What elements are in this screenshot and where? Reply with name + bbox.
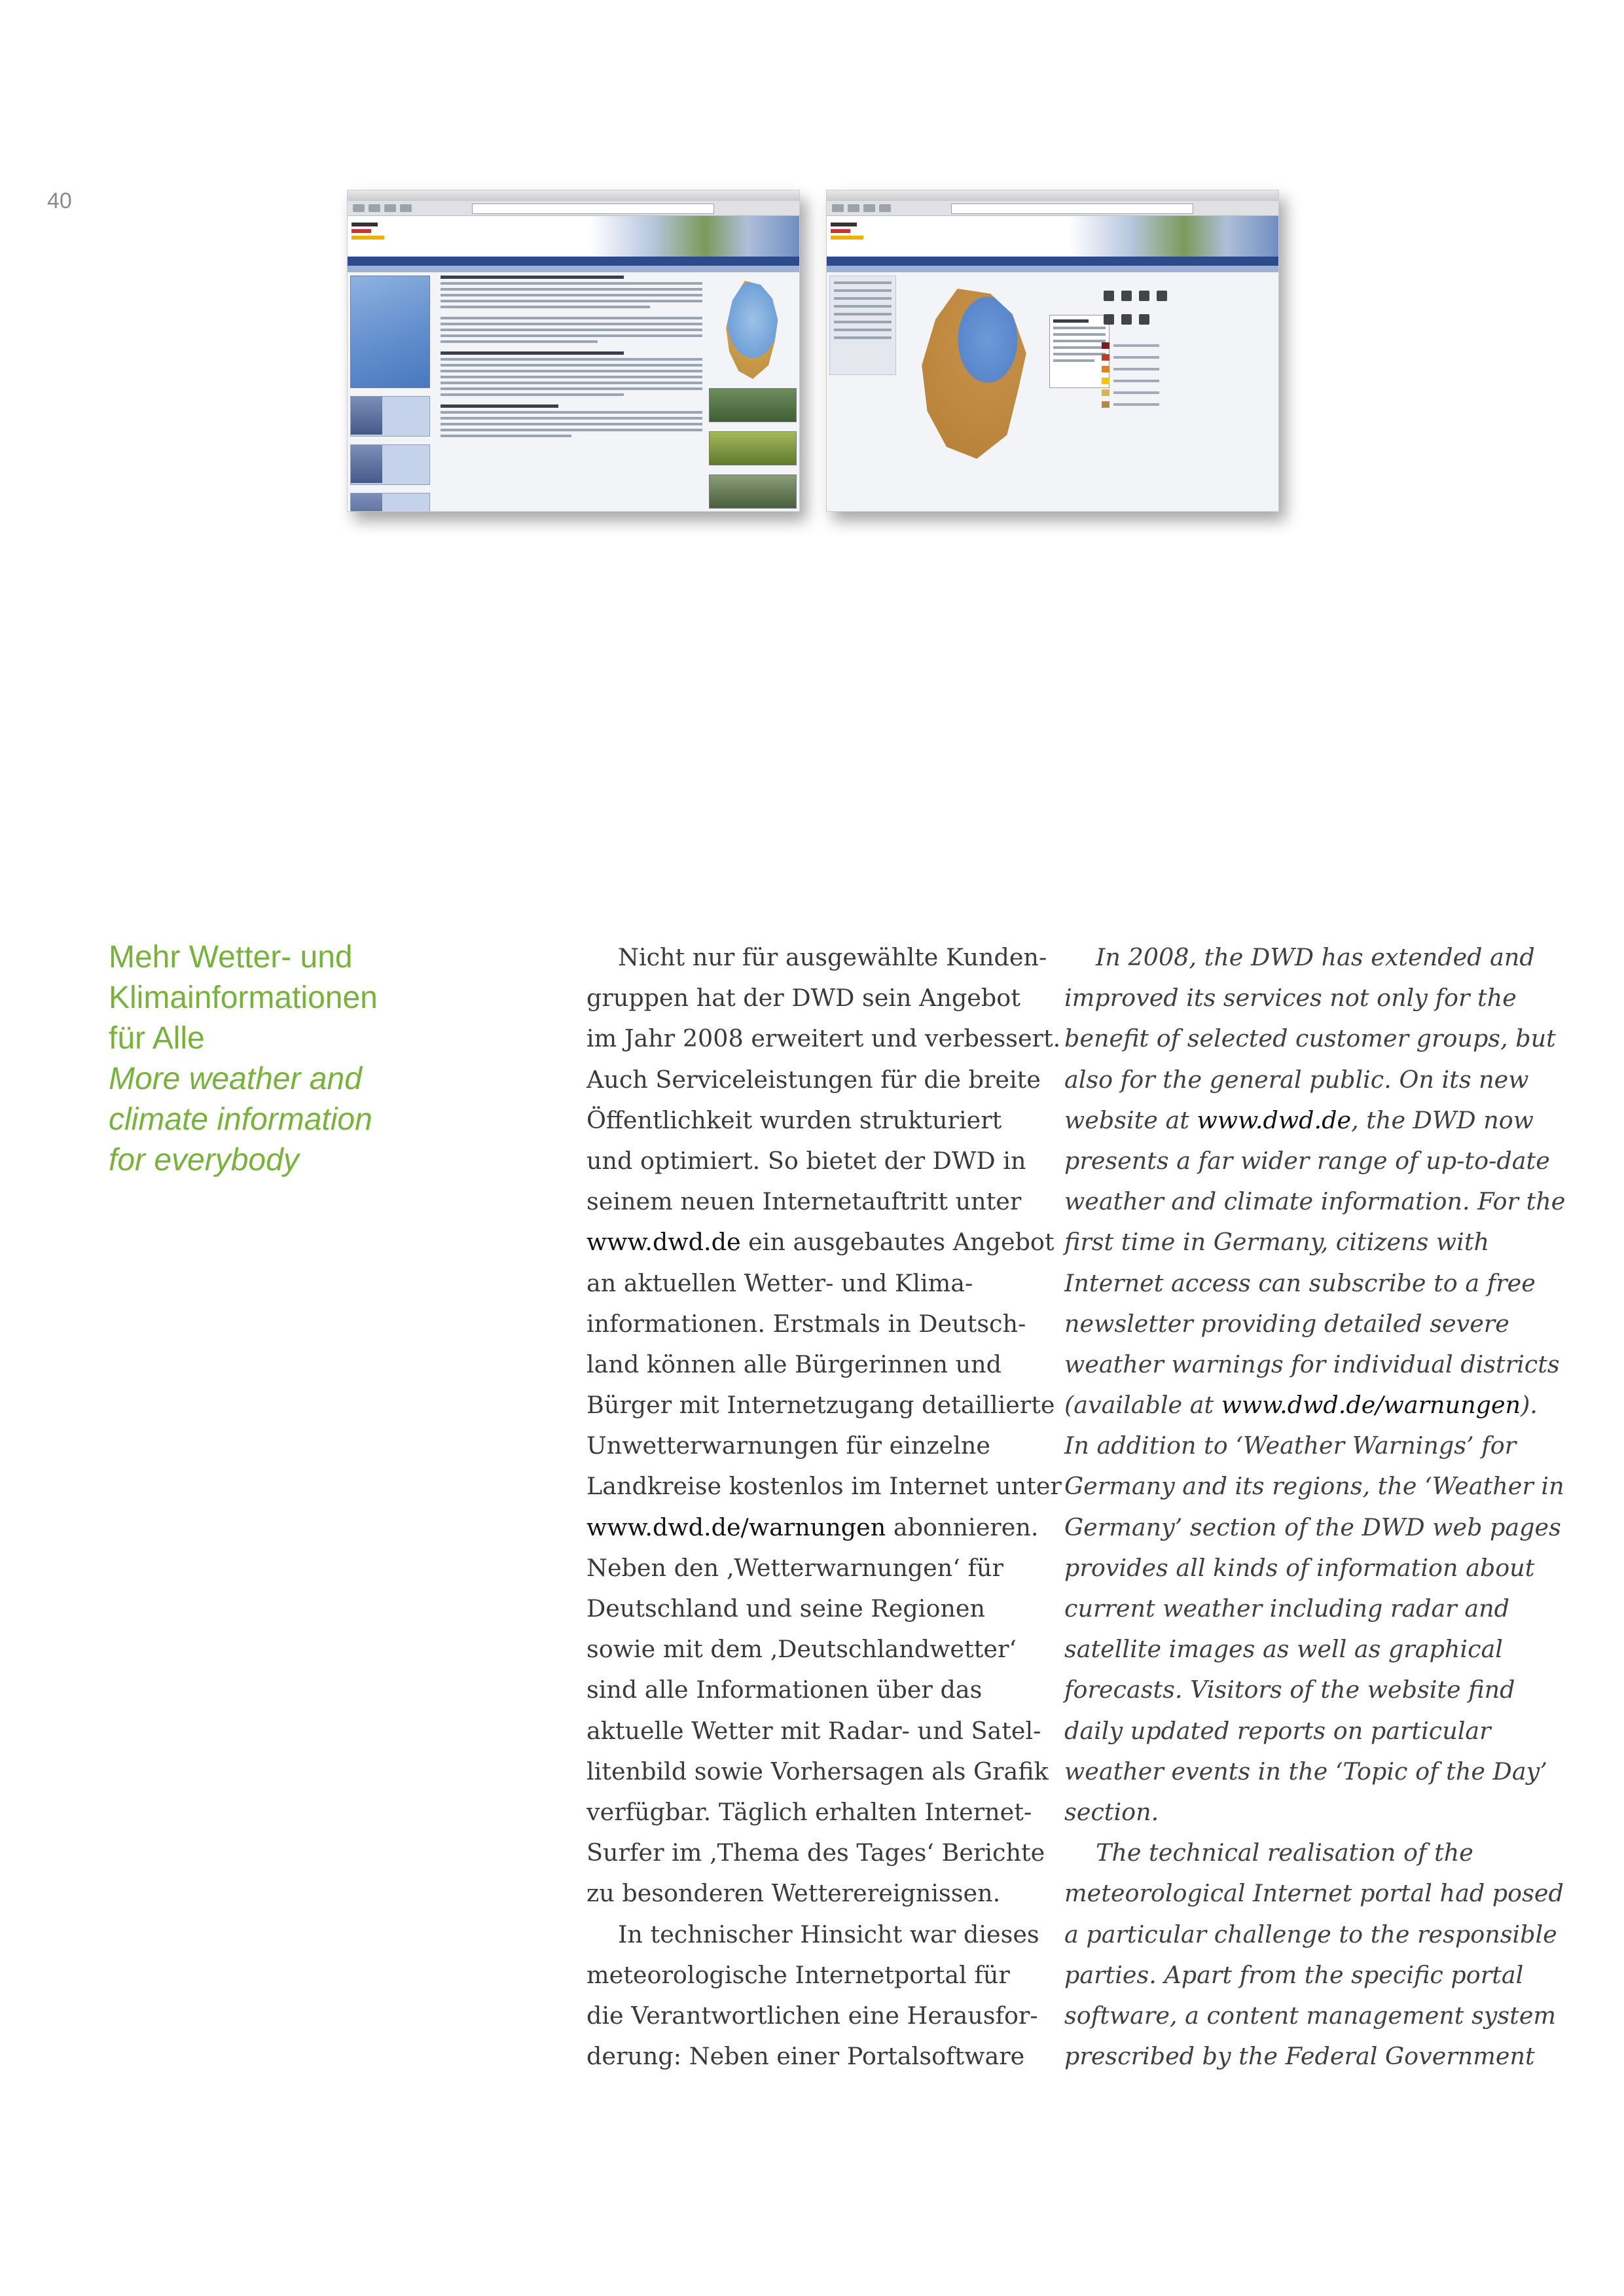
text-line: provides all kinds of information about <box>1064 1553 1535 1582</box>
text-line: (available at www.dwd.de/warnungen). <box>1064 1391 1538 1420</box>
text-line: derung: Neben einer Portalsoftware <box>586 2042 1025 2071</box>
site-banner <box>827 216 1278 257</box>
text-line: a particular challenge to the responsible <box>1064 1920 1557 1948</box>
site-subnav <box>348 266 799 272</box>
text-line: prescribed by the Federal Government <box>1064 2042 1535 2071</box>
text-line: verfügbar. Täglich erhalten Internet- <box>586 1797 1032 1826</box>
text-line: sind alle Informationen über das <box>586 1676 983 1704</box>
text-line: Surfer im ‚Thema des Tages‘ Berichte <box>586 1839 1045 1867</box>
text-line: weather events in the ‘Topic of the Day’ <box>1064 1757 1547 1785</box>
text-line: an aktuellen Wetter- und Klima- <box>586 1268 973 1297</box>
page-number: 40 <box>47 188 72 213</box>
text-line: Internet access can subscribe to a free <box>1064 1268 1536 1297</box>
photo-thumbnail <box>709 475 797 509</box>
news-thumbnail <box>350 444 430 485</box>
browser-address-bar <box>951 204 1193 214</box>
text-line: In technischer Hinsicht war dieses <box>618 1920 1039 1948</box>
text-line: benefit of selected customer groups, but <box>1064 1024 1556 1053</box>
text-line: und optimiert. So bietet der DWD in <box>586 1146 1026 1175</box>
site-subnav <box>827 266 1278 272</box>
text-line: improved its services not only for the <box>1064 984 1517 1013</box>
dwd-website-link[interactable]: www.dwd.de <box>586 1228 741 1257</box>
german-text-column <box>586 937 1062 2077</box>
dwd-warnings-link[interactable]: www.dwd.de/warnungen <box>586 1513 886 1541</box>
browser-toolbar <box>827 201 1278 216</box>
text-line: seinem neuen Internetauftritt unter <box>586 1187 1022 1216</box>
text-line: website at www.dwd.de, the DWD now <box>1064 1105 1534 1134</box>
text-line: Landkreise kostenlos im Internet unter <box>586 1472 1062 1501</box>
dwd-warnings-link[interactable]: www.dwd.de/warnungen <box>1221 1391 1521 1420</box>
photo-thumbnail <box>709 431 797 465</box>
text-line: current weather including radar and <box>1064 1594 1509 1623</box>
site-navbar <box>827 257 1278 266</box>
site-banner <box>348 216 799 257</box>
text-line: Nicht nur für ausgewählte Kunden- <box>618 943 1047 971</box>
text-line: presents a far wider range of up-to-date <box>1064 1146 1550 1175</box>
browser-titlebar <box>827 190 1278 201</box>
browser-titlebar <box>348 190 799 201</box>
text-line: www.dwd.de/warnungen abonnieren. <box>586 1513 1039 1541</box>
text-line: aktuelle Wetter mit Radar- und Satel- <box>586 1716 1041 1745</box>
text-line: land können alle Bürgerinnen und <box>586 1350 1002 1378</box>
text-line: zu besonderen Wetterereignissen. <box>586 1879 1001 1908</box>
text-line: satellite images as well as graphical <box>1064 1635 1503 1664</box>
section-heading <box>109 937 449 1181</box>
warning-legend <box>1102 289 1174 413</box>
text-line: parties. Apart from the specific portal <box>1064 1960 1524 1989</box>
right-column <box>709 276 797 509</box>
browser-address-bar <box>472 204 714 214</box>
weather-map-thumbnail <box>350 276 430 388</box>
text-line: Germany’ section of the DWD web pages <box>1064 1513 1561 1541</box>
site-navbar <box>348 257 799 266</box>
weather-symbol-icon <box>1139 314 1149 325</box>
photo-thumbnail <box>709 388 797 422</box>
news-thumbnail <box>350 493 430 512</box>
text-line: In 2008, the DWD has extended and <box>1096 943 1535 971</box>
text-line: litenbild sowie Vorhersagen als Grafik <box>586 1757 1049 1785</box>
browser-toolbar <box>348 201 799 216</box>
text-line: weather warnings for individual districts <box>1064 1350 1560 1378</box>
banner-landscape-image <box>590 216 799 257</box>
heading-english: More weather and climate information for everybody <box>109 1062 372 1177</box>
warnings-sidebar <box>829 276 896 375</box>
warning-popup <box>1049 315 1110 388</box>
eagle-logo-icon <box>831 223 876 249</box>
weather-symbol-icon <box>1139 291 1149 301</box>
text-line: Öffentlichkeit wurden strukturiert <box>586 1105 1002 1134</box>
text-line: first time in Germany, citizens with <box>1064 1228 1490 1257</box>
text-line: Auch Serviceleistungen für die breite <box>586 1065 1041 1094</box>
text-line: die Verantwortlichen eine Herausfor- <box>586 2001 1038 2030</box>
english-text-column <box>1064 937 1566 2077</box>
text-line: im Jahr 2008 erweitert und verbessert. <box>586 1024 1061 1053</box>
text-line: weather and climate information. For the <box>1064 1187 1566 1216</box>
text-line: The technical realisation of the <box>1096 1839 1473 1867</box>
dwd-website-link[interactable]: www.dwd.de <box>1197 1105 1352 1134</box>
weather-symbol-icon <box>1104 291 1114 301</box>
text-line: informationen. Erstmals in Deutsch- <box>586 1309 1026 1338</box>
text-line: In addition to ‘Weather Warnings’ for <box>1064 1431 1517 1460</box>
news-thumbnail <box>350 396 430 437</box>
weather-symbol-icon <box>1104 314 1114 325</box>
banner-landscape-image <box>1069 216 1278 257</box>
text-line: Unwetterwarnungen für einzelne <box>586 1431 991 1460</box>
text-line: www.dwd.de ein ausgebautes Angebot <box>586 1228 1055 1257</box>
text-line: gruppen hat der DWD sein Angebot <box>586 984 1020 1013</box>
text-line: meteorological Internet portal had posed <box>1064 1879 1564 1908</box>
dwd-homepage-screenshot <box>347 190 800 512</box>
text-line: meteorologische Internetportal für <box>586 1960 1010 1989</box>
text-line: software, a content management system <box>1064 2001 1557 2030</box>
article-column <box>441 276 702 509</box>
eagle-logo-icon <box>352 223 397 249</box>
weather-symbol-icon <box>1157 291 1167 301</box>
weather-symbol-icon <box>1121 314 1132 325</box>
germany-map-thumbnail <box>713 281 792 379</box>
text-line: Germany and its regions, the ‘Weather in <box>1064 1472 1564 1501</box>
left-column <box>350 276 435 509</box>
text-line: sowie mit dem ‚Deutschlandwetter‘ <box>586 1635 1017 1664</box>
text-line: Neben den ‚Wetterwarnungen‘ für <box>586 1553 1003 1582</box>
dwd-warnings-map-screenshot <box>826 190 1279 512</box>
heading-german: Mehr Wetter- und Klimainformationen für Alle <box>109 940 378 1056</box>
text-line: newsletter providing detailed severe <box>1064 1309 1509 1338</box>
text-line: Deutschland und seine Regionen <box>586 1594 986 1623</box>
text-line: forecasts. Visitors of the website find <box>1064 1676 1515 1704</box>
text-line: also for the general public. On its new <box>1064 1065 1529 1094</box>
weather-symbol-icon <box>1121 291 1132 301</box>
germany-warnings-map <box>905 289 1043 459</box>
text-line: daily updated reports on particular <box>1064 1716 1491 1745</box>
text-line: section. <box>1064 1797 1159 1826</box>
text-line: Bürger mit Internetzugang detaillierte <box>586 1391 1055 1420</box>
